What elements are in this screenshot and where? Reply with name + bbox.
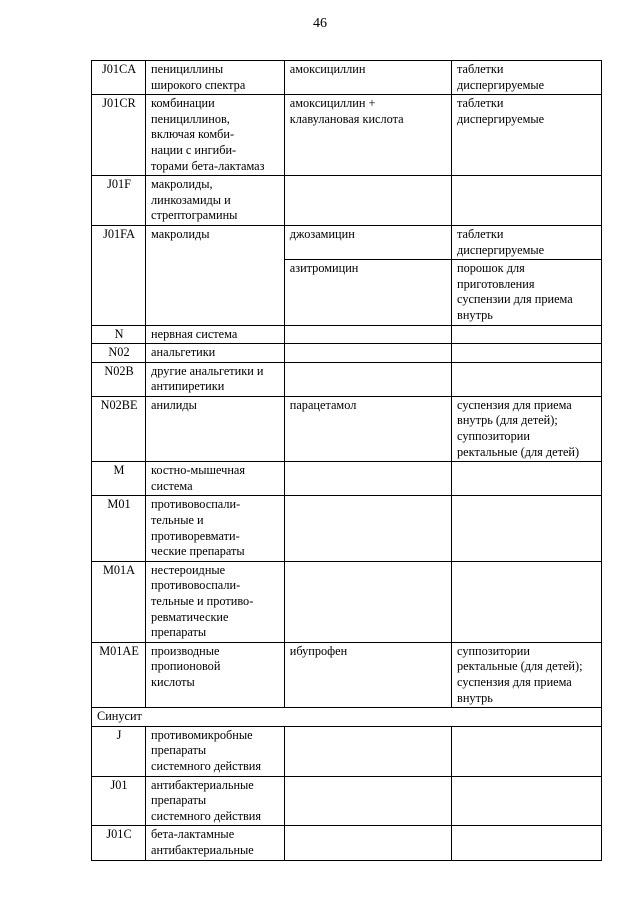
drug-name-cell xyxy=(284,362,451,396)
drug-name-cell xyxy=(284,726,451,776)
atc-code-cell-text: J01CR xyxy=(102,96,136,111)
drug-name-cell xyxy=(284,462,451,496)
atc-group-cell xyxy=(146,362,285,396)
table-row xyxy=(92,726,602,776)
atc-group-cell-text: противовоспали- тельные и противоревмати- ческие препараты xyxy=(151,497,245,559)
atc-group-cell-text: анилиды xyxy=(151,397,197,412)
dosage-form-cell xyxy=(452,496,602,561)
dosage-form-cell-text: таблетки диспергируемые xyxy=(457,96,545,126)
drug-name-cell xyxy=(284,325,451,344)
atc-code-cell xyxy=(92,642,146,707)
atc-group-cell xyxy=(146,726,285,776)
atc-group-cell-text: анальгетики xyxy=(151,345,216,360)
dosage-form-cell xyxy=(452,396,602,461)
atc-code-cell-text: J01C xyxy=(106,827,132,842)
drug-table-body xyxy=(92,61,602,861)
atc-group-cell xyxy=(146,826,285,860)
atc-code-cell xyxy=(92,362,146,396)
atc-code-cell xyxy=(92,462,146,496)
dosage-form-cell xyxy=(452,462,602,496)
table-row xyxy=(92,561,602,642)
atc-code-cell-text: N xyxy=(114,326,124,341)
drug-name-cell-text: амоксициллин xyxy=(289,62,366,76)
dosage-form-cell xyxy=(452,61,602,95)
atc-group-cell-text: костно-мышечная система xyxy=(151,463,246,493)
atc-group-cell xyxy=(146,225,285,325)
drug-name-cell xyxy=(284,561,451,642)
atc-code-cell-text: M01 xyxy=(107,497,131,512)
drug-name-cell-text: азитромицин xyxy=(289,261,359,276)
dosage-form-cell-text: суппозитории ректальные (для детей); суспензия для приема внутрь xyxy=(457,643,583,705)
atc-code-cell-text: N02BE xyxy=(100,397,138,412)
dosage-form-cell xyxy=(452,95,602,176)
dosage-form-cell-text: порошок для приготовления суспензии для приема внутрь xyxy=(457,261,573,322)
drug-name-cell xyxy=(284,260,451,325)
table-row xyxy=(92,95,602,176)
atc-group-cell-text: бета-лактамные антибактериальные xyxy=(151,827,254,857)
dosage-form-cell xyxy=(452,362,602,396)
atc-code-cell-text: M01A xyxy=(102,562,136,577)
atc-group-cell-text: противомикробные препараты системного действия xyxy=(151,727,262,773)
atc-group-cell xyxy=(146,496,285,561)
table-row xyxy=(92,325,602,344)
atc-code-cell xyxy=(92,95,146,176)
table-row xyxy=(92,462,602,496)
page-number: 46 xyxy=(313,16,327,31)
atc-group-cell xyxy=(146,561,285,642)
drug-name-cell xyxy=(284,176,451,226)
drug-name-cell xyxy=(284,776,451,826)
dosage-form-cell-text: таблетки диспергируемые xyxy=(457,226,545,257)
dosage-form-cell xyxy=(452,826,602,860)
dosage-form-cell xyxy=(452,561,602,642)
atc-code-cell xyxy=(92,726,146,776)
dosage-form-cell xyxy=(452,176,602,226)
drug-name-cell-text: амоксициллин + клавулановая кислота xyxy=(289,96,404,126)
drug-name-cell xyxy=(284,344,451,363)
drug-name-cell xyxy=(284,61,451,95)
dosage-form-cell xyxy=(452,344,602,363)
atc-group-cell xyxy=(146,642,285,707)
atc-group-cell xyxy=(146,396,285,461)
atc-code-cell xyxy=(92,344,146,363)
atc-code-cell xyxy=(92,561,146,642)
drug-name-cell xyxy=(284,642,451,707)
atc-code-cell xyxy=(92,496,146,561)
table-row xyxy=(92,496,602,561)
section-heading-text: Синусит xyxy=(97,709,142,724)
atc-group-cell xyxy=(146,776,285,826)
drug-name-cell-text: джозамицин xyxy=(289,226,355,241)
atc-group-cell-text: производные пропионовой кислоты xyxy=(151,643,221,689)
dosage-form-cell xyxy=(452,726,602,776)
table-row xyxy=(92,642,602,707)
atc-group-cell-text: антибактериальные препараты системного действия xyxy=(151,777,262,823)
table-row xyxy=(92,826,602,860)
drug-name-cell-text: парацетамол xyxy=(289,397,357,412)
section-heading xyxy=(92,708,602,727)
atc-code-cell xyxy=(92,61,146,95)
table-row xyxy=(92,362,602,396)
atc-group-cell xyxy=(146,176,285,226)
drug-name-cell xyxy=(284,496,451,561)
atc-code-cell xyxy=(92,176,146,226)
table-row xyxy=(92,225,602,259)
drug-name-cell xyxy=(284,225,451,259)
atc-group-cell xyxy=(146,95,285,176)
atc-group-cell-text: другие анальгетики и антипиретики xyxy=(151,363,264,394)
atc-code-cell xyxy=(92,225,146,325)
dosage-form-cell xyxy=(452,642,602,707)
dosage-form-cell-text: таблетки диспергируемые xyxy=(457,62,545,92)
atc-group-cell xyxy=(146,325,285,344)
atc-code-cell-text: N02 xyxy=(108,345,130,360)
atc-code-cell-text: N02B xyxy=(104,363,134,378)
atc-group-cell-text: комбинации пенициллинов, включая комби- нации с ингиби- торами бета-лактамаз xyxy=(151,96,265,173)
drug-table xyxy=(91,60,602,861)
drug-name-cell xyxy=(284,396,451,461)
dosage-form-cell xyxy=(452,260,602,325)
atc-group-cell xyxy=(146,61,285,95)
atc-code-cell-text: J01F xyxy=(107,177,131,192)
table-row xyxy=(92,776,602,826)
atc-code-cell-text: J xyxy=(116,727,122,742)
dosage-form-cell-text: суспензия для приема внутрь (для детей); суппозитории ректальные (для детей) xyxy=(457,397,580,459)
atc-group-cell-text: макролиды xyxy=(151,226,210,241)
atc-group-cell xyxy=(146,344,285,363)
table-row xyxy=(92,176,602,226)
atc-code-cell xyxy=(92,776,146,826)
atc-code-cell-text: M01AE xyxy=(99,643,139,658)
atc-group-cell xyxy=(146,462,285,496)
dosage-form-cell xyxy=(452,325,602,344)
atc-code-cell xyxy=(92,325,146,344)
dosage-form-cell xyxy=(452,225,602,259)
atc-code-cell-text: J01FA xyxy=(103,226,135,241)
drug-name-cell xyxy=(284,826,451,860)
atc-code-cell-text: J01CA xyxy=(101,62,137,76)
atc-code-cell-text: M xyxy=(113,463,125,478)
drug-name-cell-text: ибупрофен xyxy=(289,643,348,658)
atc-code-cell xyxy=(92,396,146,461)
table-row xyxy=(92,61,602,95)
dosage-form-cell xyxy=(452,776,602,826)
atc-code-cell xyxy=(92,826,146,860)
table-row xyxy=(92,344,602,363)
drug-name-cell xyxy=(284,95,451,176)
table-row xyxy=(92,396,602,461)
atc-group-cell-text: нестероидные противовоспали- тельные и противо- ревматические препараты xyxy=(151,562,254,640)
section-row xyxy=(92,708,602,727)
atc-code-cell-text: J01 xyxy=(110,777,128,792)
atc-group-cell-text: нервная система xyxy=(151,326,238,341)
atc-group-cell-text: пенициллины широкого спектра xyxy=(151,62,246,92)
atc-group-cell-text: макролиды, линкозамиды и стрептограмины xyxy=(151,177,238,223)
